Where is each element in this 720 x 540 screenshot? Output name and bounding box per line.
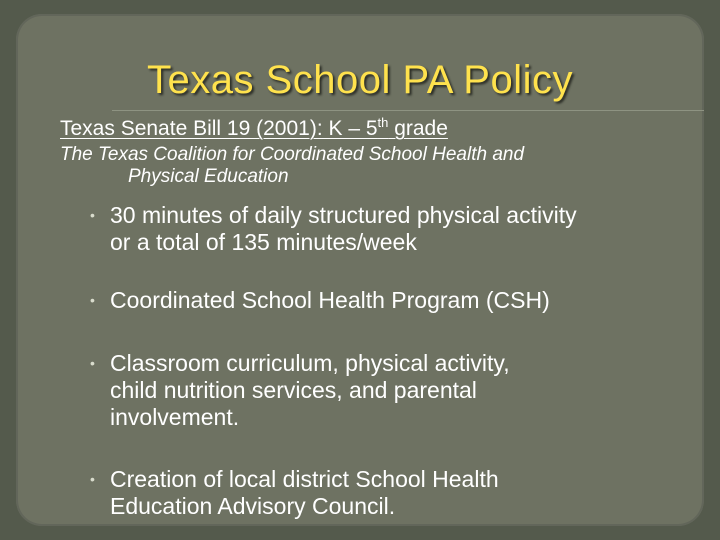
- organization-line-1: The Texas Coalition for Coordinated School Health and: [60, 144, 525, 165]
- bullet-item: [90, 350, 680, 431]
- organization-text: [60, 144, 700, 188]
- bullet-text-line: child nutrition services, and parental: [110, 377, 477, 403]
- bullet-dot: •: [90, 355, 95, 371]
- bullet-dot: •: [90, 471, 95, 487]
- subtitle-line: [60, 117, 448, 141]
- subtitle-main: Texas Senate Bill 19 (2001): K – 5: [60, 117, 378, 140]
- subtitle-tail: grade: [388, 117, 448, 140]
- bullet-text-line: Classroom curriculum, physical activity,: [110, 350, 510, 376]
- bullet-item: [90, 287, 680, 314]
- bullet-dot: •: [90, 292, 95, 308]
- bullet-item: [90, 466, 680, 520]
- bullet-text-line: involvement.: [110, 404, 240, 430]
- bullet-item: [90, 202, 680, 256]
- bullet-text-line: Creation of local district School Health: [110, 466, 499, 492]
- bullet-text-line: Coordinated School Health Program (CSH): [110, 287, 550, 313]
- title-divider: [112, 110, 704, 111]
- subtitle-superscript: th: [377, 115, 389, 130]
- bullet-text-line: or a total of 135 minutes/week: [110, 229, 417, 255]
- slide-title: Texas School PA Policy: [146, 58, 574, 102]
- bullet-text-line: 30 minutes of daily structured physical activity: [110, 202, 577, 228]
- bullet-dot: •: [90, 207, 95, 223]
- organization-line-2: Physical Education: [128, 166, 289, 187]
- bullet-text-line: Education Advisory Council.: [110, 493, 396, 519]
